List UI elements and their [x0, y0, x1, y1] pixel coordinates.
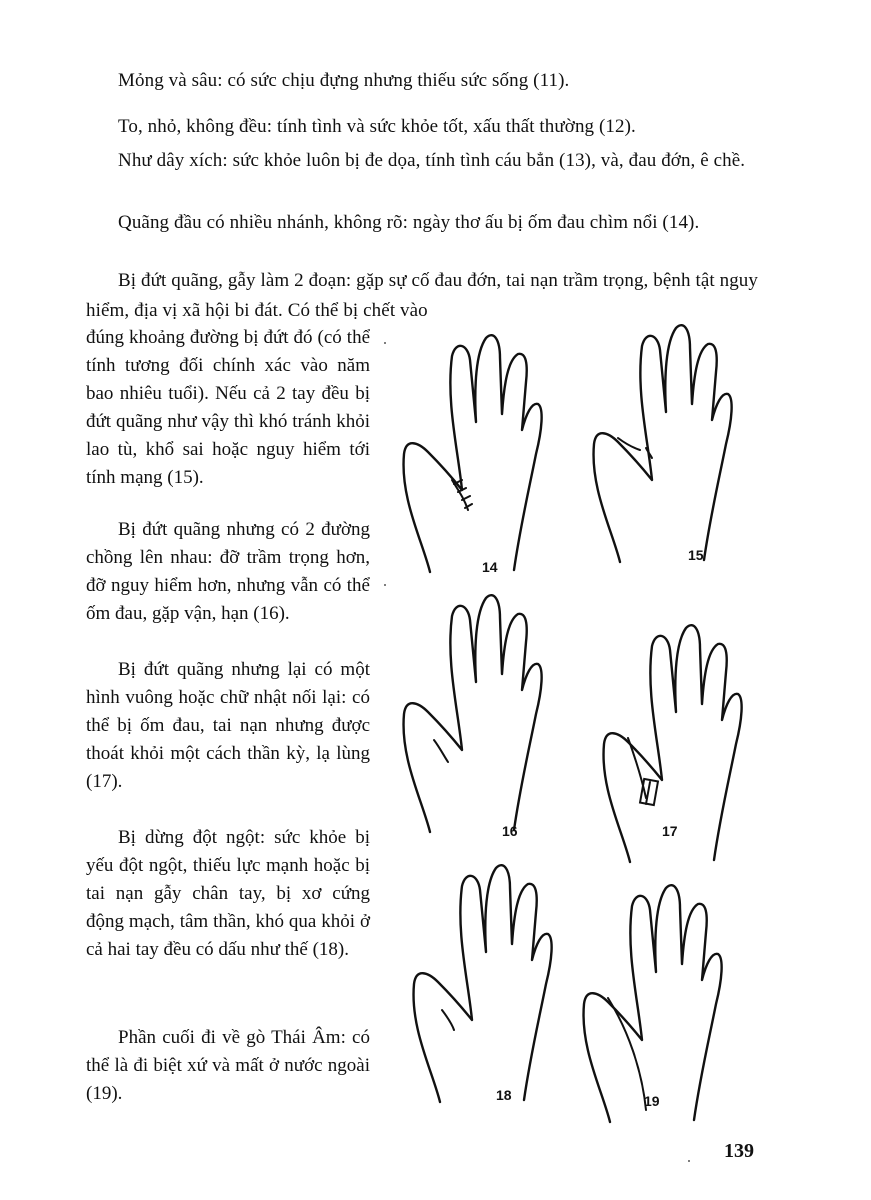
paragraph-16: Bị đứt quãng nhưng có 2 đường chồng lên nhau: đỡ trầm trọng hơn, đỡ nguy hiểm hơn, nhưng vẫn có thể ốm đau, gặp vận, hạn (16).	[86, 519, 370, 624]
figure-label-19: 19	[644, 1093, 660, 1109]
paragraph-19: Phần cuối đi về gò Thái Âm: có thể là đi biệt xứ và mất ở nước ngoài (19).	[86, 1027, 370, 1104]
paragraph-15-intro: Bị đứt quãng, gẫy làm 2 đoạn: gặp sự cố đau đớn, tai nạn trầm trọng, bệnh tật nguy hiểm, địa vị xã hội bi đát. Có thể bị chết vào	[86, 270, 758, 321]
hand-figure-19	[584, 885, 722, 1122]
paragraph-13: Như dây xích: sức khỏe luôn bị đe dọa, tính tình cáu bẳn (13), và, đau đớn, ê chề.	[118, 150, 746, 171]
figure-label-17: 17	[662, 823, 678, 839]
page-number: 139	[724, 1140, 754, 1162]
hand-figure-18	[414, 865, 552, 1103]
print-speck	[384, 584, 386, 586]
paragraph-12: To, nhỏ, không đều: tính tình và sức khỏe tốt, xấu thất thường (12).	[118, 116, 636, 137]
figure-label-16: 16	[502, 823, 518, 839]
paragraph-18: Bị dừng đột ngột: sức khỏe bị yếu đột ngột, thiếu lực mạnh hoặc bị tai nạn gẫy chân tay, bị xơ cứng động mạch, tâm thần, khó qua khỏi ở cả hai tay đều có dấu như thế (18).	[86, 827, 370, 960]
figure-label-18: 18	[496, 1087, 512, 1103]
paragraph-14: Quãng đầu có nhiều nhánh, không rõ: ngày thơ ấu bị ốm đau chìm nổi (14).	[118, 212, 700, 233]
paragraph-17: Bị đứt quãng nhưng lại có một hình vuông hoặc chữ nhật nối lại: có thể bị ốm đau, tai nạn nhưng được thoát khỏi một cách thần kỳ, lạ lùng (17).	[86, 659, 370, 792]
paragraph-15-cont: đúng khoảng đường bị đứt đó (có thể tính tương đối chính xác vào năm bao nhiêu tuổi). Nếu cả 2 tay đều bị đứt quãng như vậy thì khó tránh khỏi lao tù, khổ sai hoặc nguy hiểm tới tính mạng (15).	[86, 327, 370, 488]
hand-figure-16	[404, 595, 542, 839]
palm-figures	[370, 320, 770, 1130]
hand-figure-17	[604, 625, 742, 862]
paragraph-11: Mỏng và sâu: có sức chịu đựng nhưng thiếu sức sống (11).	[118, 70, 570, 91]
figure-label-14: 14	[482, 559, 498, 575]
figure-label-15: 15	[688, 547, 704, 563]
print-speck	[688, 1160, 690, 1162]
print-speck	[384, 342, 386, 344]
hand-figure-15	[594, 325, 732, 563]
hand-figure-14	[404, 335, 542, 575]
